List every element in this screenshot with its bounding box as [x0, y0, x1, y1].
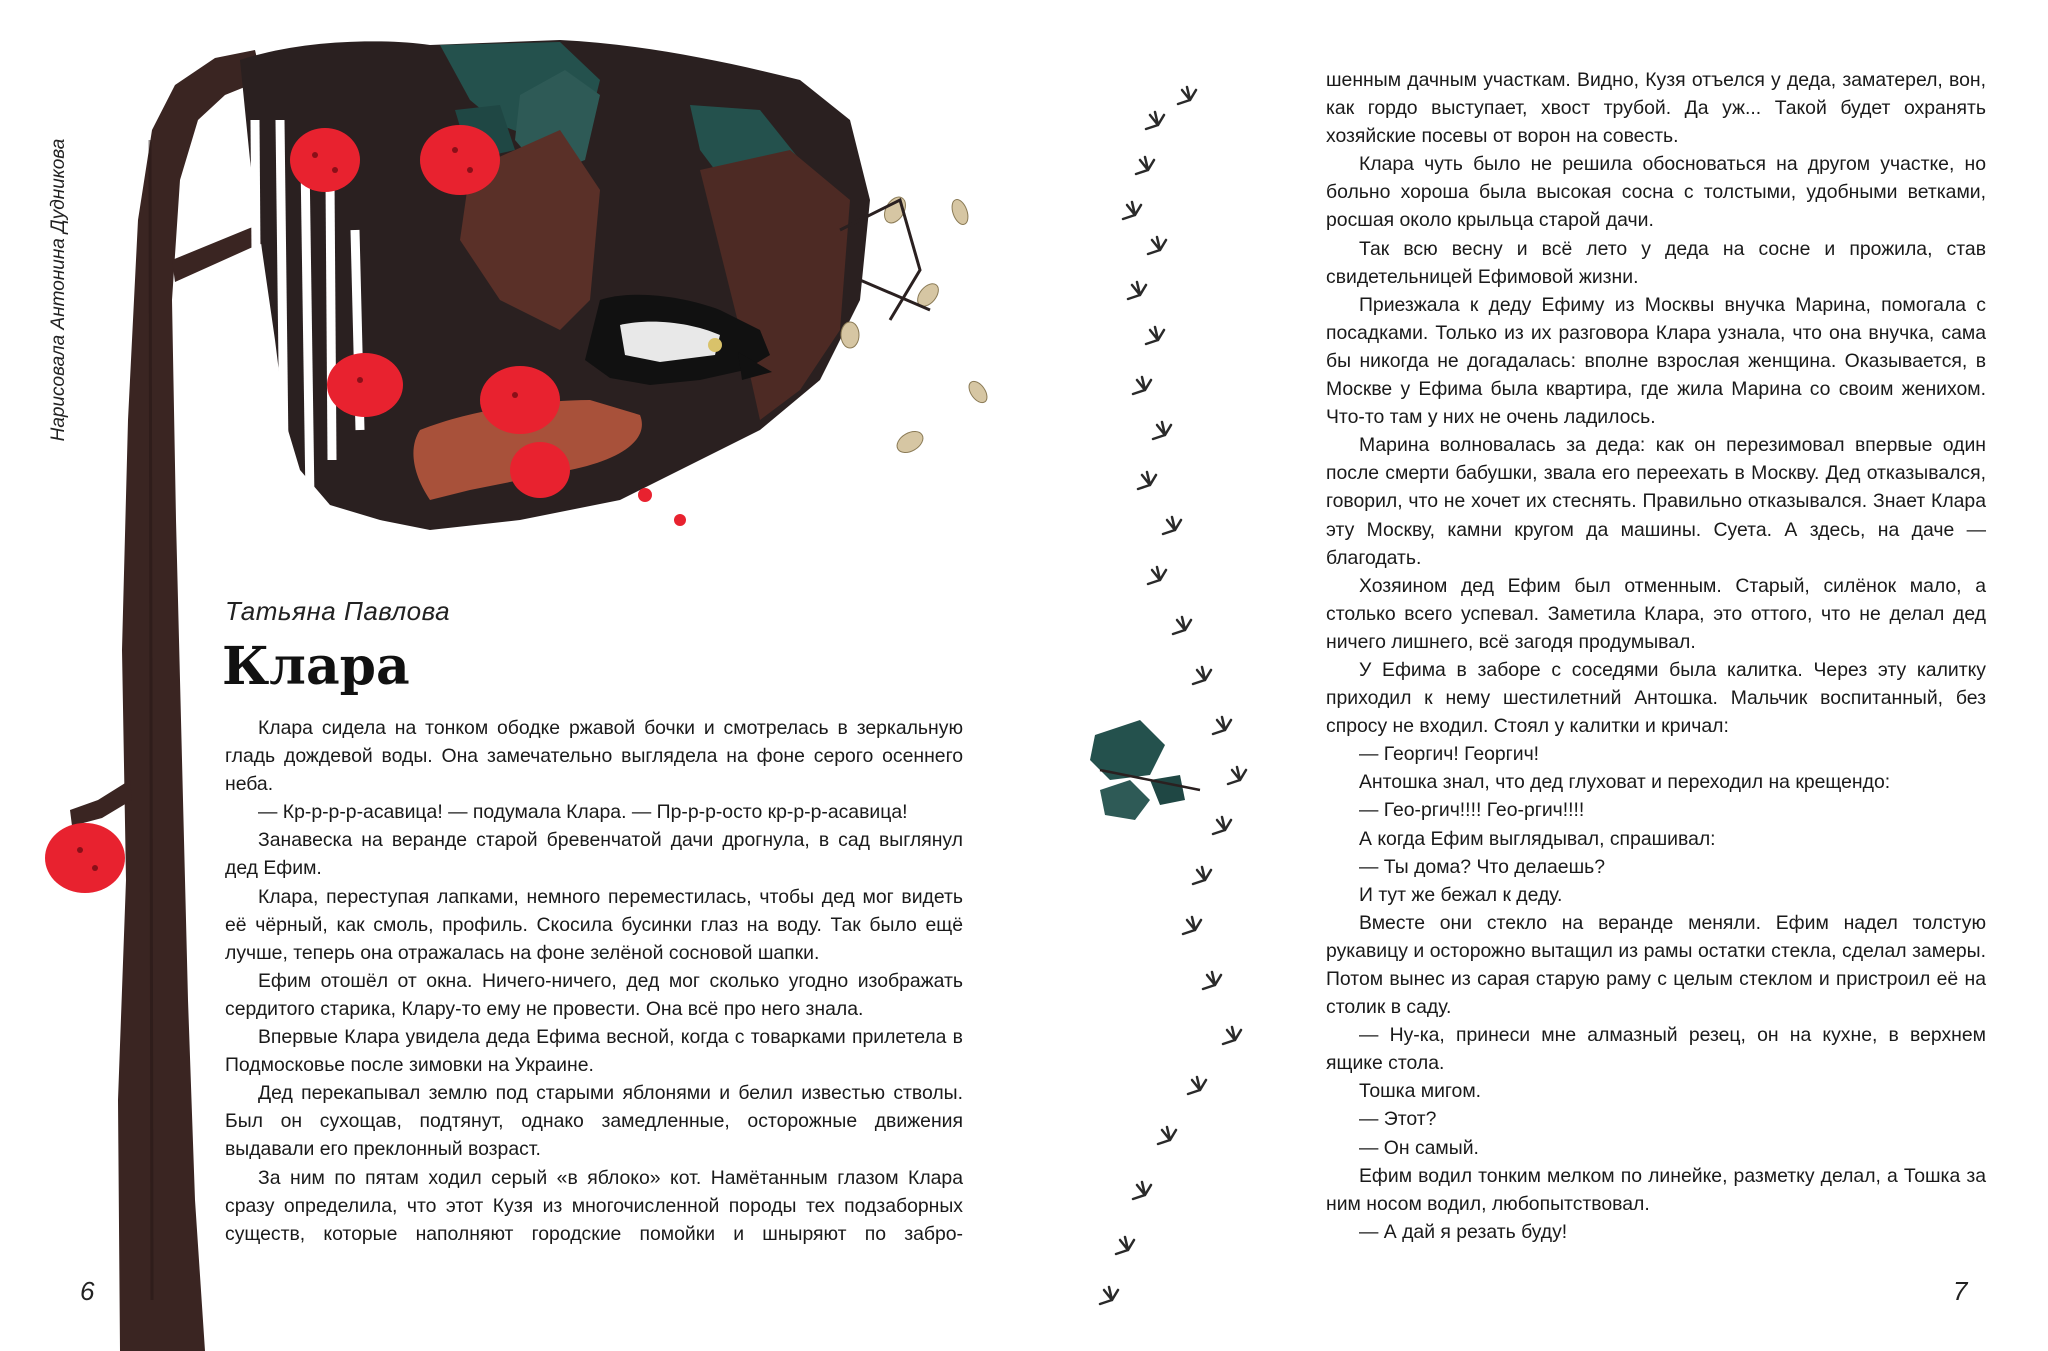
paragraph: — Ты дома? Что делаешь?	[1359, 855, 1606, 878]
author-name: Татьяна Павлова	[225, 596, 451, 626]
paragraph: Клара сидела на тонком ободке ржавой бочки и смотрелась в зеркальную гладь дождевой воды. Она замечательно выглядела на фоне серого осеннего неба.	[225, 717, 963, 796]
paragraph: Клара чуть было не решила обосноваться на другом участке, но больно хороша была высокая сосна с толстыми, удобными ветками, росшая около крыльца старой дачи.	[1326, 153, 1986, 232]
paragraph: Хозяином дед Ефим был отменным. Старый, силёнок мало, а столько всего успевал. Заметила Клара, это оттого, что не делал дед ничего лишнего, всё загодя продумывал.	[1326, 574, 1986, 653]
paragraph: — Этот?	[1359, 1108, 1437, 1131]
paragraph: — Кр-р-р-р-асавица! — подумала Клара. — Пр-р-р-осто кр-р-р-асавица!	[258, 801, 908, 824]
page-number-left: 6	[80, 1276, 95, 1306]
paragraph: А когда Ефим выглядывал, спрашивал:	[1359, 827, 1716, 850]
right-page-text	[1326, 66, 1986, 1246]
paragraph: У Ефима в заборе с соседями была калитка. Через эту калитку приходил к нему шестилетний Антошка. Мальчик воспитанный, без спросу не входил. Стоял у калитки и кричал:	[1326, 658, 1986, 738]
paragraph: Ефим водил тонким мелком по линейке, разметку делал, а Тошка за ним носом водил, любопытствовал.	[1326, 1164, 1986, 1215]
paragraph: — Ну-ка, принеси мне алмазный резец, он на кухне, в верхнем ящике стола.	[1326, 1024, 1986, 1075]
bird-tracks-illustration	[1100, 87, 1246, 1304]
paragraph: И тут же бежал к деду.	[1359, 883, 1563, 906]
paragraph: Вместе они стекло на веранде меняли. Ефим надел толстую рукавицу и осторожно вытащил из рамы остатки стекла, сделал замеры. Потом вынес из сарая старую раму с целым стеклом и пристроил её на столик в саду.	[1326, 911, 1986, 1019]
paragraph: — Георгич! Георгич!	[1359, 743, 1540, 766]
paragraph: Антошка знал, что дед глуховат и переходил на крещендо:	[1359, 771, 1891, 794]
paragraph: Марина волновалась за деда: как он перезимовал впервые один после смерти бабушки, звала его переехать в Москву. Дед отказывался, говорил, что не хочет их стеснять. Правильно отказывался. Знает Клара эту Москву, камни кругом да машины. Суета. А здесь, на даче — благодать.	[1326, 434, 1986, 569]
paragraph: Клара, переступая лапками, немного переместилась, чтобы дед мог видеть её чёрный, как смоль, профиль. Скосила бусинки глаз на воду. Так было ещё лучше, теперь она отражалась на фоне зелёной сосновой шапки.	[225, 885, 963, 964]
paragraph: — А дай я резать буду!	[1359, 1220, 1568, 1243]
paragraph: За ним по пятам ходил серый «в яблоко» кот. Намётанным глазом Клара сразу определила, что этот Кузя из многочисленной породы тех подзаборных существ, которые наполняют городские помойки и шныряют по забро-	[225, 1166, 963, 1245]
paragraph: Дед перекапывал землю под старыми яблонями и белил известью стволы. Был он сухощав, подтянут, однако замедленные, осторожные движения выдавали его преклонный возраст.	[225, 1082, 963, 1161]
paragraph: Так всю весну и всё лето у деда на сосне и прожила, став свидетельницей Ефимовой жизни.	[1326, 237, 1986, 288]
page-number-right: 7	[1953, 1276, 1968, 1306]
story-title: Клара	[222, 636, 410, 697]
paragraph: шенным дачным участкам. Видно, Кузя отъелся у деда, заматерел, вон, как гордо выступает, хвост трубой. Да уж... Такой будет охранять хозяйские посевы от ворон на совесть.	[1326, 69, 1986, 148]
paragraph: — Гео-ргич!!!! Гео-ргич!!!!	[1359, 799, 1585, 822]
leaf-sprig-illustration	[1090, 720, 1200, 820]
paragraph: Занавеска на веранде старой бревенчатой дачи дрогнула, в сад выглянул дед Ефим.	[225, 829, 963, 880]
paragraph: Приезжала к деду Ефиму из Москвы внучка Марина, помогала с посадками. Только из их разговора Клара узнала, что она внучка, сама бы никогда не догадалась: вполне взрослая женщина. Оказывается, в Москве у Ефима была квартира, где жила Марина со своим женихом. Что-то там у них не очень ладилось.	[1326, 293, 1986, 429]
paragraph: — Он самый.	[1359, 1136, 1479, 1159]
illustrator-credit: Нарисовала Антонина Дудникова	[48, 138, 69, 442]
paragraph: Ефим отошёл от окна. Ничего-ничего, дед мог сколько угодно изображать сердитого старика, Клару-то ему не провести. Она всё про него знала.	[225, 969, 963, 1020]
left-page-text	[225, 714, 963, 1248]
paragraph: Тошка мигом.	[1359, 1080, 1482, 1103]
paragraph: Впервые Клара увидела деда Ефима весной, когда с товарками прилетела в Подмосковье после зимовки на Украине.	[225, 1026, 963, 1077]
